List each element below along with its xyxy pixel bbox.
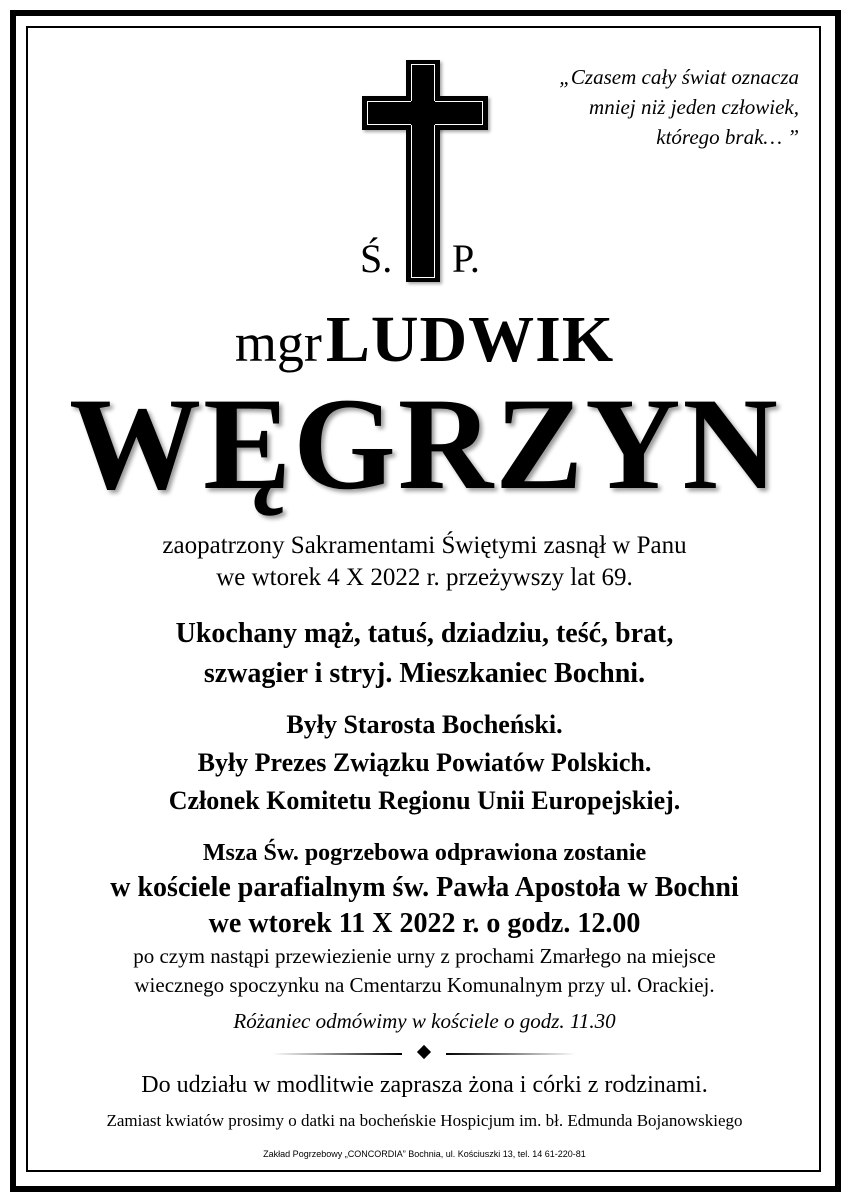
footer-funeral-home: Zakład Pogrzebowy „CONCORDIA” Bochnia, ul. Kościuszki 13, tel. 14 61-220-81 bbox=[263, 1149, 586, 1159]
death-info-line: we wtorek 4 X 2022 r. przeżywszy lat 69. bbox=[216, 564, 633, 591]
divider-right bbox=[446, 1053, 576, 1055]
quote-line: którego brak… ” bbox=[656, 125, 799, 149]
family-info-line: szwagier i stryj. Mieszkaniec Bochni. bbox=[203, 658, 646, 689]
academic-title: mgr bbox=[234, 313, 322, 373]
burial-line: wiecznego spoczynku na Cmentarzu Komunalnym przy ul. Orackiej. bbox=[134, 973, 715, 997]
death-info-line: zaopatrzony Sakramentami Świętymi zasnął w Panu bbox=[162, 532, 687, 559]
family-info-line: Ukochany mąż, tatuś, dziadziu, teść, brat, bbox=[175, 618, 674, 649]
sp-right-label: P. bbox=[452, 236, 480, 281]
quote-line: „Czasem cały świat oznacza bbox=[559, 65, 799, 89]
funeral-mass bbox=[0, 836, 849, 870]
funeral-line: we wtorek 11 X 2022 r. o godz. 12.00 bbox=[208, 908, 641, 939]
funeral-line: Msza Św. pogrzebowa odprawiona zostanie bbox=[202, 840, 647, 866]
funeral-line: w kościele parafialnym św. Pawła Apostoła w Bochni bbox=[110, 872, 739, 903]
family-info bbox=[0, 614, 849, 694]
invitation: Do udziału w modlitwie zaprasza żona i córki z rodzinami. bbox=[141, 1072, 708, 1098]
funeral-place bbox=[0, 870, 849, 942]
role-line: Były Starosta Bocheński. bbox=[286, 710, 563, 739]
roles bbox=[0, 706, 849, 820]
death-info bbox=[0, 530, 849, 594]
burial-info bbox=[0, 942, 849, 1000]
rosary-note: Różaniec odmówimy w kościele o godz. 11.30 bbox=[233, 1009, 616, 1033]
burial-line: po czym nastąpi przewiezienie urny z prochami Zmarłego na miejsce bbox=[133, 944, 716, 968]
first-name: LUDWIK bbox=[325, 303, 615, 376]
donation-note: Zamiast kwiatów prosimy o datki na bocheńskie Hospicjum im. bł. Edmunda Bojanowskiego bbox=[106, 1111, 743, 1130]
surname: WĘGRZYN bbox=[69, 370, 780, 517]
quote bbox=[539, 62, 799, 152]
quote-line: mniej niż jeden człowiek, bbox=[589, 95, 799, 119]
divider-left bbox=[272, 1053, 402, 1055]
sp-left-label: Ś. bbox=[360, 236, 393, 281]
role-line: Były Prezes Związku Powiatów Polskich. bbox=[197, 748, 652, 777]
role-line: Członek Komitetu Regionu Unii Europejskiej. bbox=[168, 786, 681, 815]
